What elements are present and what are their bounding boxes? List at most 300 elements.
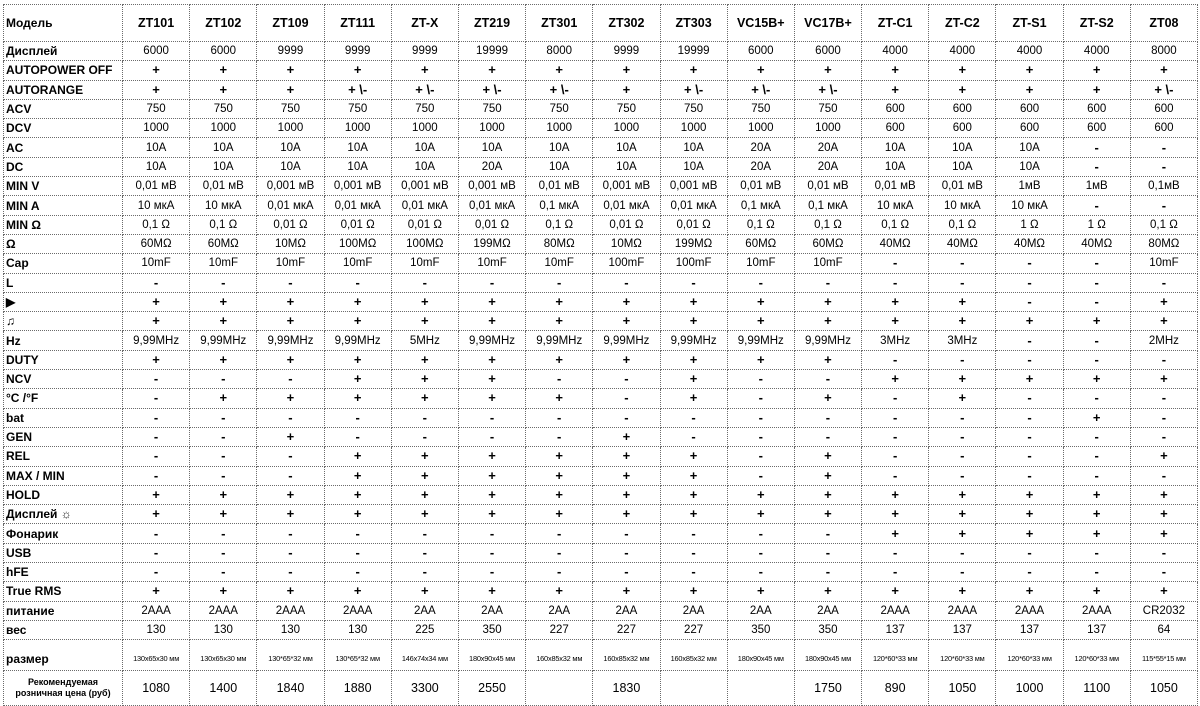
cell-value: - — [123, 466, 190, 485]
cell-value: 130 — [257, 620, 324, 639]
cell-value: 2AA — [391, 601, 458, 620]
cell-value: 750 — [257, 99, 324, 118]
cell-value: 4000 — [996, 42, 1063, 61]
cell-value: 0,001 мВ — [324, 177, 391, 196]
cell-value: - — [794, 273, 861, 292]
cell-value: - — [1063, 157, 1130, 176]
model-header-6: ZT301 — [526, 5, 593, 42]
cell-value: 0,1мВ — [1130, 177, 1197, 196]
cell-value: - — [862, 563, 929, 582]
cell-value: + — [391, 485, 458, 504]
cell-value: 0,01 мкА — [593, 196, 660, 215]
cell-value: + — [727, 505, 794, 524]
cell-value: 1000 — [123, 119, 190, 138]
model-header-10: VC17B+ — [794, 5, 861, 42]
table-row — [4, 273, 1198, 292]
cell-value: + — [526, 485, 593, 504]
cell-value: + — [391, 389, 458, 408]
cell-value: 10A — [257, 157, 324, 176]
cell-value: 750 — [123, 99, 190, 118]
cell-value: 115*55*15 мм — [1130, 640, 1197, 671]
cell-value: 750 — [593, 99, 660, 118]
cell-value: - — [257, 408, 324, 427]
cell-value: - — [660, 427, 727, 446]
cell-value: 10A — [996, 138, 1063, 157]
cell-value: 100mF — [593, 254, 660, 273]
cell-value: 0,01 мВ — [929, 177, 996, 196]
cell-value: - — [996, 350, 1063, 369]
cell-value: + — [593, 466, 660, 485]
cell-value — [660, 671, 727, 706]
cell-value: 0,01 Ω — [660, 215, 727, 234]
cell-value: 4000 — [1063, 42, 1130, 61]
cell-value: - — [257, 370, 324, 389]
cell-value: + — [324, 312, 391, 331]
cell-value: - — [727, 408, 794, 427]
cell-value: - — [123, 427, 190, 446]
cell-value: - — [862, 273, 929, 292]
cell-value: 130*65*32 мм — [324, 640, 391, 671]
cell-value: + — [593, 582, 660, 601]
cell-value: + — [324, 370, 391, 389]
cell-value: 0,01 мВ — [794, 177, 861, 196]
cell-value: - — [593, 543, 660, 562]
cell-value: 137 — [1063, 620, 1130, 639]
model-header-3: ZT111 — [324, 5, 391, 42]
cell-value: 137 — [862, 620, 929, 639]
cell-value: 350 — [794, 620, 861, 639]
cell-value: 0,1 Ω — [123, 215, 190, 234]
cell-value: - — [324, 563, 391, 582]
cell-value: 6000 — [727, 42, 794, 61]
cell-value: + — [123, 582, 190, 601]
cell-value: 120*60*33 мм — [862, 640, 929, 671]
cell-value: 2AA — [593, 601, 660, 620]
cell-value: 40MΩ — [1063, 234, 1130, 253]
table-row — [4, 466, 1198, 485]
model-header-5: ZT219 — [458, 5, 525, 42]
cell-value: 0,001 мВ — [458, 177, 525, 196]
cell-value — [526, 671, 593, 706]
cell-value: 0,01 мкА — [391, 196, 458, 215]
cell-value: + — [1130, 292, 1197, 311]
cell-value: 1100 — [1063, 671, 1130, 706]
cell-value: 227 — [660, 620, 727, 639]
cell-value: - — [929, 447, 996, 466]
table-row — [4, 292, 1198, 311]
cell-value: 227 — [526, 620, 593, 639]
table-row — [4, 447, 1198, 466]
cell-value: 1830 — [593, 671, 660, 706]
cell-value: + — [190, 389, 257, 408]
cell-value: + — [458, 505, 525, 524]
row-label: Рекомендуемая розничная цена (руб) — [4, 671, 123, 706]
cell-value: - — [1063, 254, 1130, 273]
cell-value: + — [391, 582, 458, 601]
cell-value: 10A — [391, 138, 458, 157]
cell-value: + — [996, 524, 1063, 543]
cell-value: - — [257, 543, 324, 562]
row-label: ▶ — [4, 292, 123, 311]
cell-value: - — [929, 408, 996, 427]
cell-value: 1000 — [660, 119, 727, 138]
cell-value: 750 — [794, 99, 861, 118]
table-row — [4, 408, 1198, 427]
cell-value: 2AAA — [862, 601, 929, 620]
cell-value: + — [257, 312, 324, 331]
cell-value: - — [1130, 466, 1197, 485]
cell-value: 20A — [794, 157, 861, 176]
cell-value: - — [257, 273, 324, 292]
cell-value: 1840 — [257, 671, 324, 706]
cell-value: 4000 — [929, 42, 996, 61]
cell-value: + — [1063, 582, 1130, 601]
cell-value: + — [458, 389, 525, 408]
cell-value: 120*60*33 мм — [996, 640, 1063, 671]
cell-value: 10mF — [526, 254, 593, 273]
cell-value: 10A — [526, 138, 593, 157]
cell-value: + — [324, 505, 391, 524]
cell-value: 0,001 мВ — [391, 177, 458, 196]
cell-value: + — [1063, 505, 1130, 524]
cell-value: 10mF — [1130, 254, 1197, 273]
table-row — [4, 485, 1198, 504]
cell-value: + \- — [324, 80, 391, 99]
cell-value: - — [1063, 273, 1130, 292]
cell-value: 0,1 Ω — [727, 215, 794, 234]
cell-value: + — [391, 292, 458, 311]
cell-value: 10A — [324, 138, 391, 157]
cell-value: 9,99MHz — [123, 331, 190, 350]
cell-value: - — [526, 370, 593, 389]
cell-value: 9,99MHz — [190, 331, 257, 350]
cell-value: - — [996, 543, 1063, 562]
cell-value: + — [458, 466, 525, 485]
cell-value: + — [660, 447, 727, 466]
cell-value: + — [660, 389, 727, 408]
cell-value: - — [996, 273, 1063, 292]
cell-value: 80MΩ — [1130, 234, 1197, 253]
cell-value: - — [391, 524, 458, 543]
cell-value: CR2032 — [1130, 601, 1197, 620]
row-label: вес — [4, 620, 123, 639]
cell-value: 0,01 Ω — [593, 215, 660, 234]
cell-value: 1 Ω — [996, 215, 1063, 234]
cell-value: + — [391, 61, 458, 80]
cell-value: + — [1130, 370, 1197, 389]
table-row — [4, 331, 1198, 350]
cell-value: 10A — [257, 138, 324, 157]
cell-value: - — [660, 408, 727, 427]
cell-value: + — [794, 312, 861, 331]
cell-value: 199MΩ — [660, 234, 727, 253]
cell-value: 0,001 мВ — [257, 177, 324, 196]
cell-value: - — [190, 447, 257, 466]
cell-value: - — [391, 543, 458, 562]
cell-value: + — [929, 80, 996, 99]
cell-value: 10mF — [391, 254, 458, 273]
table-row — [4, 563, 1198, 582]
cell-value: - — [794, 408, 861, 427]
row-label: MAX / MIN — [4, 466, 123, 485]
cell-value: 600 — [1130, 119, 1197, 138]
cell-value: + — [458, 61, 525, 80]
cell-value: + — [593, 61, 660, 80]
table-row — [4, 42, 1198, 61]
table-row — [4, 119, 1198, 138]
cell-value: - — [458, 408, 525, 427]
row-label: DUTY — [4, 350, 123, 369]
cell-value: 2AA — [794, 601, 861, 620]
cell-value: 600 — [1063, 119, 1130, 138]
cell-value: 20A — [727, 157, 794, 176]
cell-value: 10A — [123, 138, 190, 157]
cell-value: - — [458, 543, 525, 562]
cell-value: - — [862, 408, 929, 427]
cell-value: 10A — [190, 157, 257, 176]
cell-value: 2AA — [526, 601, 593, 620]
model-header-2: ZT109 — [257, 5, 324, 42]
cell-value: 20A — [458, 157, 525, 176]
cell-value: + — [593, 447, 660, 466]
cell-value: - — [996, 254, 1063, 273]
cell-value: 10A — [593, 138, 660, 157]
cell-value: 100mF — [660, 254, 727, 273]
cell-value: 120*60*33 мм — [1063, 640, 1130, 671]
cell-value: - — [794, 524, 861, 543]
cell-value: + — [257, 350, 324, 369]
cell-value: + — [929, 389, 996, 408]
cell-value: 0,1 мкА — [526, 196, 593, 215]
cell-value: + — [660, 292, 727, 311]
cell-value: 2AAA — [257, 601, 324, 620]
cell-value: 9,99MHz — [727, 331, 794, 350]
row-label: HOLD — [4, 485, 123, 504]
cell-value: 1050 — [929, 671, 996, 706]
cell-value: 750 — [458, 99, 525, 118]
cell-value: 10A — [929, 138, 996, 157]
cell-value: + — [794, 389, 861, 408]
cell-value: - — [190, 408, 257, 427]
cell-value: 9999 — [257, 42, 324, 61]
row-label: MIN Ω — [4, 215, 123, 234]
cell-value: 1000 — [391, 119, 458, 138]
cell-value: + — [190, 80, 257, 99]
cell-value: - — [1063, 563, 1130, 582]
cell-value: 350 — [458, 620, 525, 639]
cell-value: - — [727, 466, 794, 485]
comparison-table — [3, 4, 1198, 706]
cell-value: - — [1130, 138, 1197, 157]
cell-value: 160x85x32 мм — [593, 640, 660, 671]
cell-value: 10mF — [123, 254, 190, 273]
cell-value: + — [526, 350, 593, 369]
cell-value: - — [996, 447, 1063, 466]
cell-value: + — [1130, 505, 1197, 524]
cell-value: + — [526, 61, 593, 80]
cell-value: - — [794, 427, 861, 446]
cell-value: + — [391, 350, 458, 369]
cell-value: - — [324, 543, 391, 562]
cell-value: - — [257, 447, 324, 466]
cell-value: + — [526, 389, 593, 408]
cell-value: + — [123, 312, 190, 331]
row-label: размер — [4, 640, 123, 671]
cell-value: - — [862, 466, 929, 485]
cell-value: 9999 — [324, 42, 391, 61]
cell-value: + — [862, 524, 929, 543]
model-header-8: ZT303 — [660, 5, 727, 42]
cell-value: 2MHz — [1130, 331, 1197, 350]
cell-value: 10A — [929, 157, 996, 176]
cell-value: + — [1063, 408, 1130, 427]
row-label: NCV — [4, 370, 123, 389]
cell-value: + — [929, 505, 996, 524]
cell-value: 0,1 Ω — [190, 215, 257, 234]
cell-value: 9999 — [391, 42, 458, 61]
cell-value: - — [929, 350, 996, 369]
cell-value: + — [526, 447, 593, 466]
cell-value: - — [593, 524, 660, 543]
cell-value: 600 — [1130, 99, 1197, 118]
cell-value: + — [391, 447, 458, 466]
cell-value: 10mF — [458, 254, 525, 273]
cell-value: + — [660, 485, 727, 504]
table-row — [4, 620, 1198, 639]
row-label: True RMS — [4, 582, 123, 601]
cell-value: + — [929, 312, 996, 331]
cell-value: - — [727, 427, 794, 446]
cell-value: + — [1130, 485, 1197, 504]
cell-value: 6000 — [123, 42, 190, 61]
cell-value: - — [660, 543, 727, 562]
cell-value: + — [660, 370, 727, 389]
cell-value: 1000 — [190, 119, 257, 138]
cell-value: + — [929, 292, 996, 311]
cell-value: + — [929, 524, 996, 543]
cell-value: 160x85x32 мм — [526, 640, 593, 671]
cell-value: 10mF — [727, 254, 794, 273]
cell-value: + — [794, 350, 861, 369]
cell-value: 2AA — [458, 601, 525, 620]
cell-value: - — [190, 524, 257, 543]
cell-value: 60MΩ — [190, 234, 257, 253]
cell-value: + \- — [391, 80, 458, 99]
cell-value: 2AA — [660, 601, 727, 620]
cell-value: - — [862, 447, 929, 466]
table-body — [4, 42, 1198, 706]
cell-value: + — [324, 350, 391, 369]
cell-value: + — [794, 505, 861, 524]
cell-value: + — [593, 485, 660, 504]
cell-value: - — [660, 524, 727, 543]
cell-value: + — [458, 370, 525, 389]
cell-value: 10 мкА — [996, 196, 1063, 215]
cell-value: + — [1063, 312, 1130, 331]
cell-value: + — [929, 582, 996, 601]
cell-value: - — [458, 427, 525, 446]
cell-value: 350 — [727, 620, 794, 639]
cell-value: - — [526, 543, 593, 562]
cell-value: - — [190, 370, 257, 389]
cell-value: 1750 — [794, 671, 861, 706]
cell-value: - — [1063, 466, 1130, 485]
cell-value: + — [727, 61, 794, 80]
row-label: питание — [4, 601, 123, 620]
row-label: Ω — [4, 234, 123, 253]
cell-value: 10 мкА — [929, 196, 996, 215]
cell-value: - — [929, 466, 996, 485]
cell-value: 10A — [526, 157, 593, 176]
cell-value: + — [257, 292, 324, 311]
cell-value: - — [929, 254, 996, 273]
cell-value: + — [794, 466, 861, 485]
cell-value: + — [190, 61, 257, 80]
cell-value: + — [324, 466, 391, 485]
model-header-14: ZT-S2 — [1063, 5, 1130, 42]
cell-value: + — [593, 505, 660, 524]
cell-value: - — [794, 543, 861, 562]
cell-value: 600 — [929, 119, 996, 138]
cell-value: - — [324, 427, 391, 446]
row-label: REL — [4, 447, 123, 466]
cell-value: - — [660, 563, 727, 582]
cell-value: 60MΩ — [794, 234, 861, 253]
cell-value: - — [1130, 157, 1197, 176]
cell-value: 10MΩ — [593, 234, 660, 253]
cell-value: 10A — [391, 157, 458, 176]
cell-value: + — [929, 370, 996, 389]
cell-value: + — [190, 485, 257, 504]
cell-value: 60MΩ — [123, 234, 190, 253]
cell-value: 0,01 Ω — [324, 215, 391, 234]
cell-value: 10A — [660, 157, 727, 176]
cell-value: 10MΩ — [257, 234, 324, 253]
cell-value: + — [862, 292, 929, 311]
cell-value: 227 — [593, 620, 660, 639]
cell-value: 1000 — [996, 671, 1063, 706]
cell-value: - — [1063, 350, 1130, 369]
cell-value: + — [862, 312, 929, 331]
cell-value: + — [526, 582, 593, 601]
row-label: MIN V — [4, 177, 123, 196]
cell-value: 10A — [123, 157, 190, 176]
cell-value: 1мВ — [996, 177, 1063, 196]
table-row — [4, 370, 1198, 389]
cell-value: - — [458, 563, 525, 582]
model-header-15: ZT08 — [1130, 5, 1197, 42]
cell-value: 2AAA — [996, 601, 1063, 620]
cell-value: 1 Ω — [1063, 215, 1130, 234]
cell-value: - — [391, 273, 458, 292]
cell-value: - — [123, 370, 190, 389]
cell-value: + — [1063, 370, 1130, 389]
cell-value: + — [391, 505, 458, 524]
cell-value: + — [391, 370, 458, 389]
cell-value: - — [929, 563, 996, 582]
cell-value: - — [324, 273, 391, 292]
cell-value: + — [727, 485, 794, 504]
cell-value: + — [526, 505, 593, 524]
row-label: °C /°F — [4, 389, 123, 408]
cell-value: - — [1130, 350, 1197, 369]
cell-value: 10mF — [257, 254, 324, 273]
cell-value: + — [324, 292, 391, 311]
cell-value: - — [257, 466, 324, 485]
cell-value: 0,001 мВ — [593, 177, 660, 196]
cell-value: 4000 — [862, 42, 929, 61]
cell-value: 1880 — [324, 671, 391, 706]
